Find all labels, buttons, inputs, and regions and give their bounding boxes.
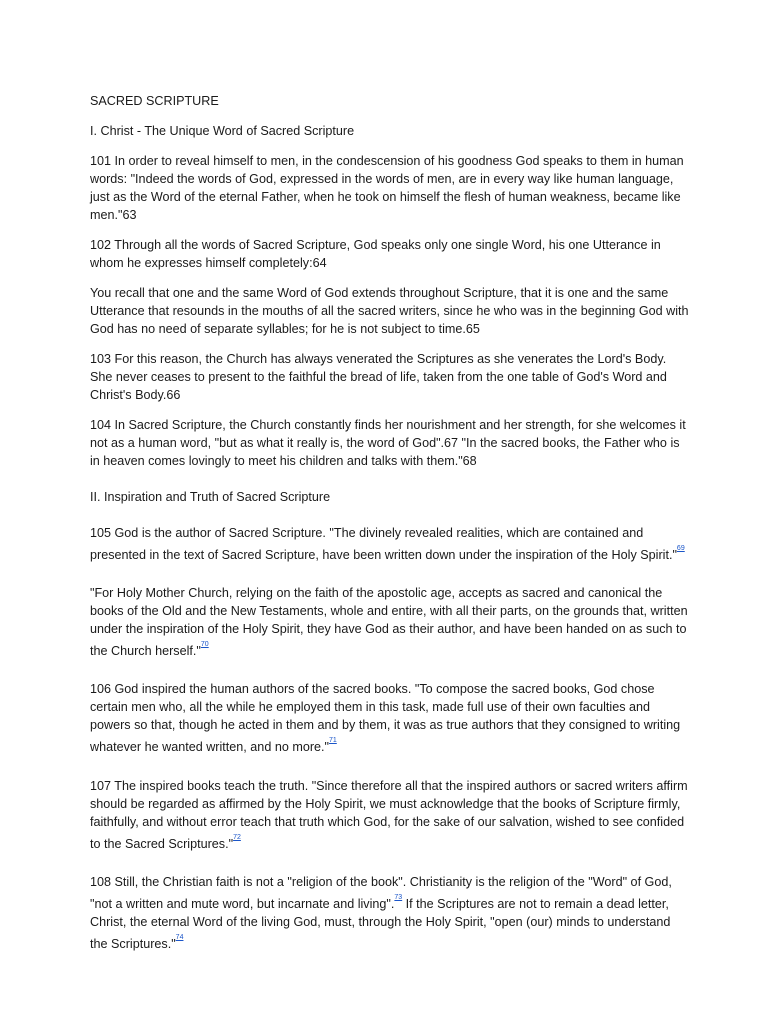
footnote-link-72[interactable]: 72 <box>233 833 241 841</box>
footnote-link-70[interactable]: 70 <box>200 641 209 649</box>
paragraph-105 <box>90 524 690 564</box>
paragraph-108 <box>90 873 690 953</box>
paragraph-106 <box>90 680 690 756</box>
paragraph-107 <box>90 777 690 853</box>
document-page <box>90 92 690 965</box>
footnote-link-69[interactable]: 69 <box>676 545 685 552</box>
paragraph-105-text: 105 God is the author of Sacred Scripture. "The divinely revealed realities, which are contained and presented in the text of Sacred Scripture, have been written down under the inspiration of the Holy Spirit." <box>90 526 677 563</box>
paragraph-103: 103 For this reason, the Church has always venerated the Scriptures as she venerates the Lord's Body. She never ceases to present to the faithful the bread of life, taken from the one table of God's Word and Christ's Body.66 <box>90 352 667 402</box>
paragraph-102: 102 Through all the words of Sacred Scripture, God speaks only one single Word, his one Utterance in whom he expresses himself completely:64 <box>90 238 661 270</box>
document-title: SACRED SCRIPTURE <box>90 94 219 108</box>
paragraph-105-quote <box>90 584 690 660</box>
paragraph-106-text: 106 God inspired the human authors of the sacred books. "To compose the sacred books, God chose certain men who, all the while he employed them in this task, made full use of their own faculties and powers so that, though he acted in them and by them, it was as true authors that they consigned to writing whatever he wanted written, and no more." <box>90 682 681 755</box>
paragraph-104: 104 In Sacred Scripture, the Church constantly finds her nourishment and her strength, for she welcomes it not as a human word, "but as what it really is, the word of God".67 "In the sacred books, the Father who is in heaven comes lovingly to meet his children and talks with them."68 <box>90 418 686 468</box>
section-heading-1: I. Christ - The Unique Word of Sacred Scripture <box>90 124 355 138</box>
paragraph-102-quote: You recall that one and the same Word of God extends throughout Scripture, that it is one and the same Utterance that resounds in the mouths of all the sacred writers, since he who was in the beginning God with God has no need of separate syllables; for he is not subject to time.65 <box>90 286 689 336</box>
footnote-link-73[interactable]: 73 <box>394 893 403 901</box>
paragraph-107-text: 107 The inspired books teach the truth. "Since therefore all that the inspired authors or sacred writers affirm should be regarded as affirmed by the Holy Spirit, we must acknowledge that the books of Scripture firmly, faithfully, and without error teach that truth which God, for the sake of our salvation, wished to see confided to the Sacred Scriptures." <box>90 778 688 851</box>
footnote-link-74[interactable]: 74 <box>175 933 184 941</box>
paragraph-108-text-b: If the Scriptures are not to remain a dead letter, Christ, the eternal Word of the living God, must, through the Holy Spirit, "open (our) minds to understand the Scriptures." <box>90 896 671 952</box>
paragraph-101: 101 In order to reveal himself to men, in the condescension of his goodness God speaks to them in human words: "Indeed the words of God, expressed in the words of men, are in every way like human language, just as the Word of the eternal Father, when he took on himself the flesh of human weakness, became like men."63 <box>90 154 684 222</box>
section-heading-2: II. Inspiration and Truth of Sacred Scripture <box>90 490 331 504</box>
footnote-link-71[interactable]: 71 <box>329 737 337 745</box>
paragraph-108-text-a: 108 Still, the Christian faith is not a "religion of the book". Christianity is the religion of the "Word" of God, "not a written and mute word, but incarnate and living". <box>90 874 672 911</box>
paragraph-105-quote-text: "For Holy Mother Church, relying on the faith of the apostolic age, accepts as sacred and canonical the books of the Old and the New Testaments, whole and entire, with all their parts, on the grounds that, written under the inspiration of the Holy Spirit, they have God as their author, and have been handed on as such to the Church herself." <box>90 586 688 659</box>
